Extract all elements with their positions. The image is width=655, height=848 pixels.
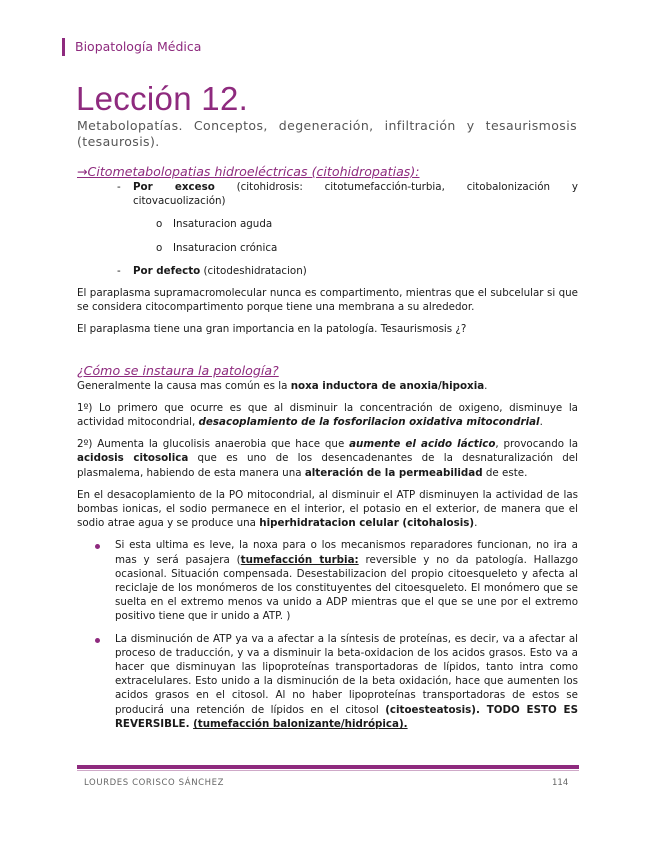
term-por-defecto: Por defecto [133,264,201,277]
text-span: 2º) Aumenta la glucolisis anaerobia que hace que [77,438,350,451]
paragraph-step-2 [77,437,578,480]
bold-term: acidosis citosolica [77,452,189,465]
text-span: . [539,416,543,429]
bullet-item-disminucion-atp [77,632,578,731]
text-span: Si esta ultima es leve, la noxa para o los mecanismos reparadores funcionan, no ira a mas y será pasajera ( [115,539,578,566]
dash-bullet: - [117,181,121,193]
bold-term: hiperhidratacion celular (citohalosis) [259,517,475,530]
sub-item-label: Insaturacion aguda [173,218,273,231]
text-span: de este. [482,466,528,479]
dash-bullet: - [117,264,121,277]
paragraph-desacoplamiento [77,488,578,531]
text-span: Generalmente la causa mas común es la [77,379,291,392]
list-item-por-exceso [77,180,578,208]
paragraph-paraplasma-2: El paraplasma tiene una gran importancia en la patología. Tesaurismosis ¿? [77,323,467,336]
section-heading-citometabolopatias: →Citometabolopatias hidroeléctricas (citohidropatias): [77,164,420,179]
circle-bullet: o [156,241,163,254]
bold-term: alteración de la permeabilidad [304,466,483,479]
text-span: reversible y no da patología. Hallazgo ocasional. Situación compensada. Desestabilizacion del propio citoesqueleto y afecta al reciclaje de los monómeros de los constituyentes del citoesqueleto. El monómero que se suelta en el extremo menos va unido a ADP mientras que el que se une por el extremo positivo tiene que ir unido a ATP. ) [115,553,579,623]
lesson-subtitle: Metabolopatías. Conceptos, degeneración, infiltración y tesaurismosis (tesaurosis). [77,118,577,149]
list-item-por-defecto [77,264,578,278]
document-body [77,164,578,731]
bullet-dot-icon [95,638,100,643]
footer-divider [77,770,579,771]
sub-item-label: Insaturacion crónica [173,241,278,254]
bold-term: (citoesteatosis). TODO ESTO ES REVERSIBLE [115,703,578,730]
bold-term: . [185,717,194,730]
sub-item-insaturacion-cronica [77,241,578,255]
text-span: La disminución de ATP ya va a afectar a la síntesis de proteínas, es decir, va a afectar al proceso de traducción, y va a disminuir la beta-oxidacion de los acidos grasos. Esto va a hacer que disminuyan las lipoproteínas transportadoras de lípidos, tanto intra como extracelulares. Esto unido a la disminución de la beta oxidación, hace que aumenten los acidos grasos en el citosol. Al no haber lipoproteínas transportadoras de estos se producirá una retención de lípidos en el citosol [115,632,578,716]
bold-term: noxa inductora de anoxia/hipoxia [290,379,485,392]
bold-italic-term: desacoplamiento de la fosforilacion oxidativa mitocondrial [198,416,540,429]
circle-bullet: o [156,218,163,231]
text-span: . [474,517,478,530]
bold-italic-term: aumente el acido láctico [349,438,496,451]
paragraph-paraplasma-1: El paraplasma supramacromolecular nunca es compartimento, mientras que el subcelular si que se considera citocompartimento porque tiene una membrana a su alrededor. [77,287,578,314]
bullet-dot-icon [95,544,100,549]
text-span: , provocando la [495,438,579,451]
lesson-title: Lección 12. [76,80,249,117]
text-span: que es uno de los desencadenantes de la desnaturalización del plasmalema, habiendo de esta manera una [77,452,578,479]
page-number: 114 [552,778,569,788]
text-span: 1º) Lo primero que ocurre es que al disminuir la concentración de oxigeno, disminuye la actividad mitocondrial, [77,401,578,429]
text-span: . [484,379,488,392]
text-span: En el desacoplamiento de la PO mitocondrial, al disminuir el ATP disminuyen la actividad de las bombas ionicas, el sodio permanece en el interior, el potasio en el exterior, de manera que el sodio atrae agua y se produce una [77,488,578,530]
bold-underlined-term: (tumefacción balonizante/hidrópica). [193,717,408,730]
running-header: Biopatología Médica [62,38,201,56]
term-por-exceso-desc: (citohidrosis: citotumefacción-turbia, citobalonización y citovacuolización) [133,181,578,208]
section-heading-como-se-instaura: ¿Cómo se instaura la patología? [77,362,279,378]
bullet-item-tumefaccion-turbia [77,538,578,623]
term-por-exceso: Por exceso [133,181,215,193]
footer-bar [77,765,579,769]
paragraph-step-1 [77,401,578,429]
bold-underlined-term: tumefacción turbia: [240,553,359,566]
term-por-defecto-desc: (citodeshidratacion) [200,264,307,277]
footer-author: LOURDES CORISCO SÁNCHEZ [84,778,225,788]
paragraph-intro [77,379,578,393]
sub-item-insaturacion-aguda [77,217,578,231]
